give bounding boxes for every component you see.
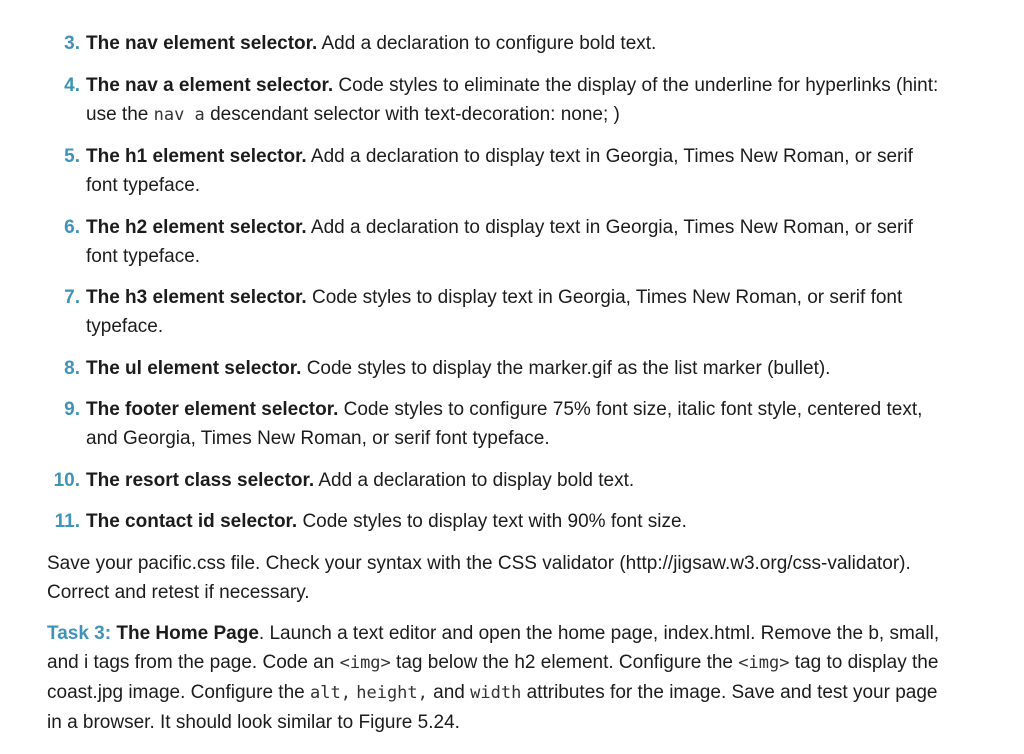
step-lead: The h1 element selector. — [86, 146, 307, 167]
step-text: Code styles to display text in Georgia, Times New Roman, or serif font typeface. — [86, 287, 903, 337]
task-text: tag below the h2 element. Configure the — [390, 652, 739, 673]
list-item — [47, 283, 946, 341]
task-text: tag to display the coast.jpg image. Configure the — [47, 652, 939, 703]
list-item — [47, 29, 946, 58]
code-snippet: height, — [356, 683, 428, 703]
step-lead: The nav element selector. — [86, 33, 318, 54]
step-number: 7. — [64, 287, 80, 308]
list-item — [47, 354, 946, 383]
save-paragraph: Save your pacific.css file. Check your syntax with the CSS validator (http://jigsaw.w3.org/css-validator). Correct and retest if necessary. — [47, 552, 911, 603]
step-number: 8. — [64, 357, 80, 379]
step-text: Add a declaration to display text in Georgia, Times New Roman, or serif font typeface. — [86, 216, 913, 267]
step-text: Code styles to display text with 90% font size. — [297, 511, 687, 532]
task-text: attributes for the image. Save and test your page in a browser. It should look similar to Figure 5.24. — [47, 682, 938, 733]
step-lead: The resort class selector. — [86, 469, 315, 491]
list-item — [47, 213, 946, 271]
step-number: 5. — [64, 146, 80, 167]
task-label: Task 3: — [47, 623, 112, 644]
list-item — [47, 142, 946, 200]
list-item — [47, 71, 946, 130]
step-number: 4. — [64, 74, 80, 96]
step-list — [47, 29, 947, 536]
document-page — [47, 29, 947, 750]
step-text: descendant selector with text-decoration: none; ) — [204, 103, 620, 125]
step-number: 6. — [64, 216, 80, 238]
step-text: Add a declaration to display text in Georgia, Times New Roman, or serif font typeface. — [86, 146, 913, 196]
step-text: Add a declaration to display bold text. — [314, 469, 635, 491]
task3-paragraph — [47, 619, 947, 737]
step-text: Code styles to eliminate the display of the underline for hyperlinks (hint: use the — [86, 74, 939, 125]
step-number: 9. — [64, 399, 80, 420]
step-number: 10. — [53, 469, 80, 491]
step-lead: The h2 element selector. — [86, 216, 307, 238]
task-text: . Launch a text editor and open the home page, index.html. Remove the b, small, and i tags from the page. Code an — [47, 623, 940, 673]
step-lead: The contact id selector. — [86, 511, 298, 532]
step-lead: The footer element selector. — [86, 399, 339, 420]
task-text: and — [427, 682, 471, 703]
step-lead: The h3 element selector. — [86, 287, 307, 308]
task-title: The Home Page — [116, 623, 259, 644]
step-text: Code styles to display the marker.gif as the list marker (bullet). — [301, 357, 831, 379]
step-number: 11. — [54, 511, 80, 532]
list-item — [47, 395, 946, 453]
step-text: Code styles to configure 75% font size, italic font style, centered text, and Georgia, Times New Roman, or serif font typeface. — [86, 399, 923, 449]
list-item — [47, 507, 946, 536]
list-item — [47, 466, 946, 495]
step-lead: The nav a element selector. — [86, 74, 334, 96]
step-text: Add a declaration to configure bold text. — [317, 33, 657, 54]
step-number: 3. — [64, 33, 80, 54]
code-snippet: <img> — [339, 653, 391, 673]
code-snippet: <img> — [738, 653, 790, 673]
code-snippet: alt, — [310, 683, 351, 703]
code-snippet: width — [470, 683, 522, 703]
code-snippet: nav a — [153, 104, 205, 125]
step-lead: The ul element selector. — [86, 357, 302, 379]
